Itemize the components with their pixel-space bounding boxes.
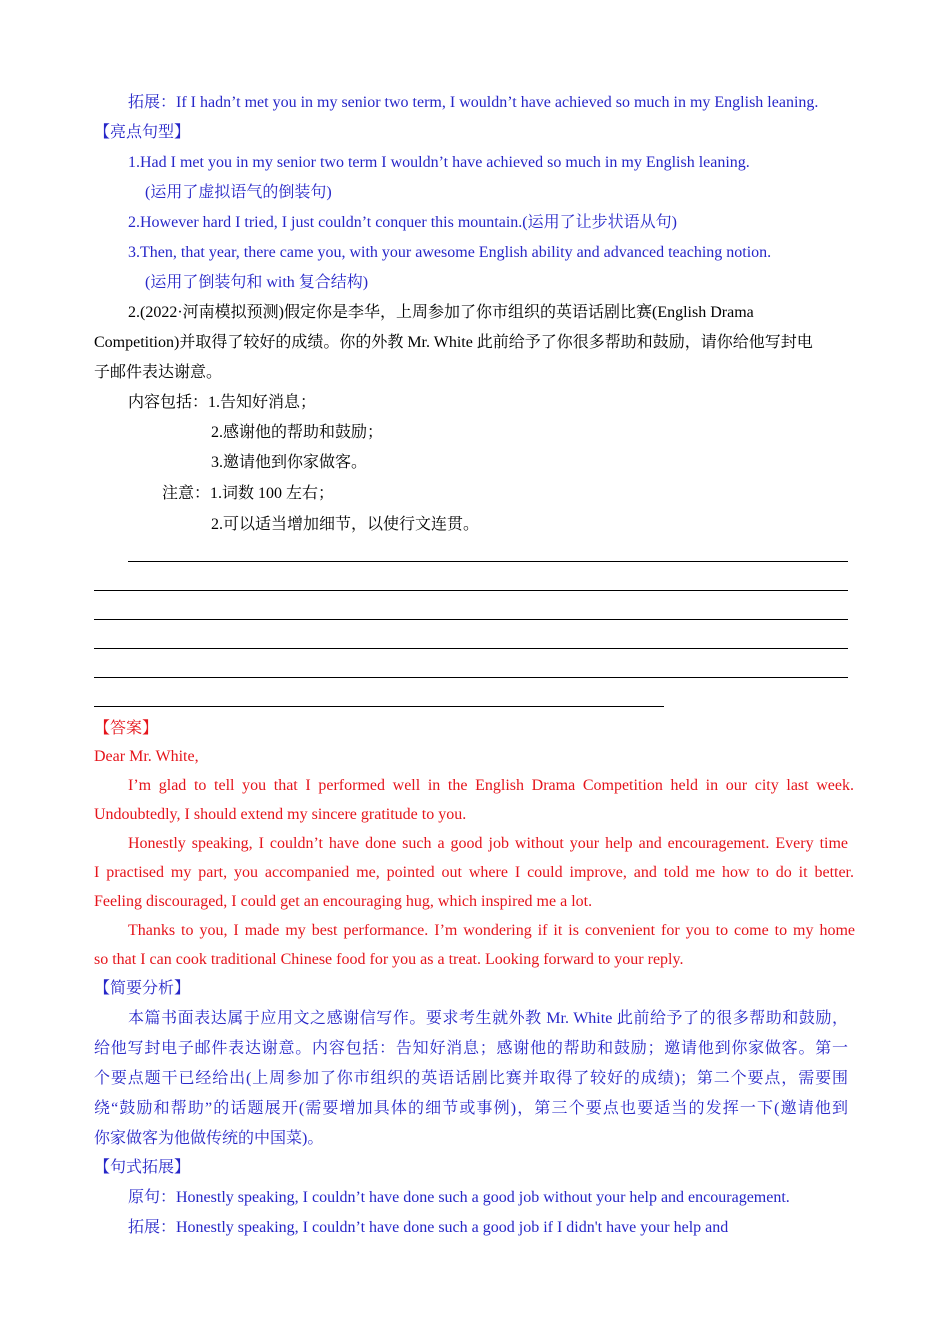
highlight-item-1-note: (运用了虚拟语气的倒装句) <box>145 184 332 201</box>
question-line-2: Competition)并取得了较好的成绩。你的外教 Mr. White 此前给予了你很多帮助和鼓励，请你给他写封电 <box>94 334 813 351</box>
expansion-expanded-sentence: 拓展：Honestly speaking, I couldn’t have done such a good job if I didn't have your help and <box>128 1219 729 1236</box>
letter-paragraph-2-line-1: Honestly speaking, I couldn’t have done such a good job without your help and encouragement. Every time <box>128 835 848 852</box>
answer-blank-line <box>94 619 848 620</box>
highlight-item-2: 2.However hard I tried, I just couldn’t conquer this mountain.(运用了让步状语从句) <box>128 214 677 231</box>
answer-header: 【答案】 <box>94 720 159 737</box>
answer-blank-line <box>128 561 848 562</box>
analysis-line-4: 绕“鼓励和帮助”的话题展开(需要增加具体的细节或事例)，第三个要点也要适当的发挥一下(邀请他到 <box>94 1100 848 1117</box>
expansion-header: 【句式拓展】 <box>94 1159 191 1176</box>
letter-paragraph-1-line-2: Undoubtedly, I should extend my sincere gratitude to you. <box>94 806 467 823</box>
question-line-3: 子邮件表达谢意。 <box>94 364 223 381</box>
letter-paragraph-1-line-1: I’m glad to tell you that I performed well in the English Drama Competition held in our city last week. <box>128 777 854 794</box>
letter-paragraph-3-line-2: so that I can cook traditional Chinese food for you as a treat. Looking forward to your reply. <box>94 951 684 968</box>
letter-salutation: Dear Mr. White, <box>94 748 199 765</box>
letter-paragraph-3-line-1: Thanks to you, I made my best performance. I’m wondering if it is convenient for you to come to my home <box>128 922 855 939</box>
answer-blank-line <box>94 590 848 591</box>
letter-paragraph-2-line-3: Feeling discouraged, I could get an encouraging hug, which inspired me a lot. <box>94 893 593 910</box>
note-requirement-2: 2.可以适当增加细节，以使行文连贯。 <box>211 516 480 533</box>
highlight-item-3-note: (运用了倒装句和 with 复合结构) <box>145 274 369 291</box>
highlight-item-3: 3.Then, that year, there came you, with your awesome English ability and advanced teaching notion. <box>128 244 772 261</box>
analysis-line-1: 本篇书面表达属于应用文之感谢信写作。要求考生就外教 Mr. White 此前给予了的很多帮助和鼓励， <box>128 1010 848 1027</box>
answer-blank-line <box>94 706 664 707</box>
letter-paragraph-2-line-2: I practised my part, you accompanied me, pointed out where I could improve, and told me how to do it better. <box>94 864 854 881</box>
analysis-line-2: 给他写封电子邮件表达谢意。内容包括：告知好消息；感谢他的帮助和鼓励；邀请他到你家做客。第一 <box>94 1040 848 1057</box>
content-requirement-1: 内容包括：1.告知好消息； <box>128 394 317 411</box>
content-requirement-3: 3.邀请他到你家做客。 <box>211 454 368 471</box>
content-requirement-2: 2.感谢他的帮助和鼓励； <box>211 424 384 441</box>
answer-blank-line <box>94 677 848 678</box>
analysis-line-3: 个要点题干已经给出(上周参加了你市组织的英语话剧比赛并取得了较好的成绩)；第二个要点，需要围 <box>94 1070 848 1087</box>
analysis-line-5: 你家做客为他做传统的中国菜)。 <box>94 1130 324 1147</box>
question-line-1: 2.(2022·河南模拟预测)假定你是李华，上周参加了你市组织的英语话剧比赛(English Drama <box>128 304 754 321</box>
analysis-header: 【简要分析】 <box>94 980 191 997</box>
answer-blank-line <box>94 648 848 649</box>
highlights-header: 【亮点句型】 <box>94 124 191 141</box>
highlight-item-1: 1.Had I met you in my senior two term I wouldn’t have achieved so much in my English leaning. <box>128 154 750 171</box>
expansion-original-sentence: 原句：Honestly speaking, I couldn’t have done such a good job without your help and encouragement. <box>128 1189 790 1206</box>
expand-sentence: 拓展：If I hadn’t met you in my senior two term, I wouldn’t have achieved so much in my English leaning. <box>128 94 819 111</box>
note-requirement-1: 注意：1.词数 100 左右； <box>162 485 335 502</box>
